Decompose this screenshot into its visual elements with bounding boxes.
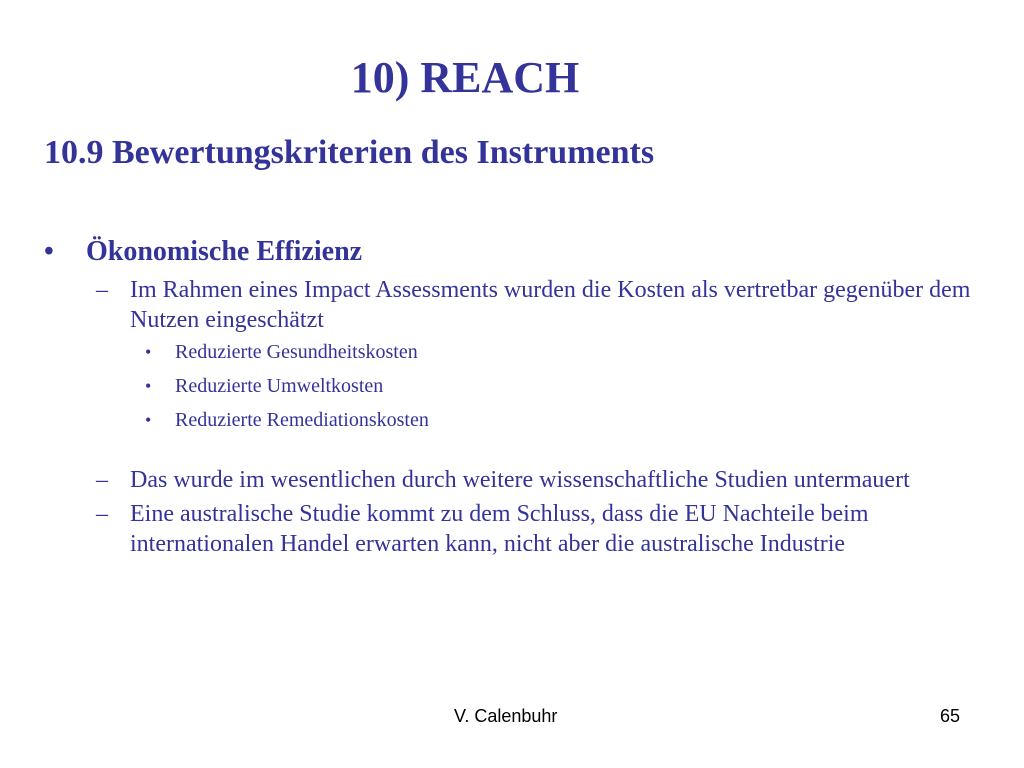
dash-marker: – [96,467,108,493]
sub-sub-point-gesundheitskosten [44,335,974,369]
sub-sub-point-text: Reduzierte Remediationskosten [175,409,429,431]
bullet-oekonomische-effizienz [44,234,974,270]
sub-sub-point-text: Reduzierte Gesundheitskosten [175,341,418,363]
section-subtitle: 10.9 Bewertungskriterien des Instruments [44,134,655,171]
sub-sub-point-remediationskosten [44,403,974,437]
bullet-marker: • [145,410,152,430]
slide-title: 10) REACH [350,53,580,102]
sub-point-text: Im Rahmen eines Impact Assessments wurden die Kosten als vertretbar gegenüber dem Nutzen eingeschätzt [130,277,971,333]
sub-sub-point-umweltkosten [44,369,974,403]
bullet-marker: • [145,376,152,396]
page-number: 65 [940,706,961,726]
bullet-marker: • [44,236,54,267]
dash-marker: – [96,277,108,303]
sub-point-australische-studie [44,499,974,559]
dash-marker: – [96,501,108,527]
footer-author: V. Calenbuhr [454,706,558,726]
sub-point-studien [44,465,974,495]
slide-content [44,234,974,559]
bullet-marker: • [145,342,152,362]
bullet-label: Ökonomische Effizienz [86,236,363,267]
sub-point-text: Eine australische Studie kommt zu dem Schluss, dass die EU Nachteile beim internationalen Handel erwarten kann, nicht aber die australische Industrie [130,501,869,557]
sub-point-impact-assessment [44,275,974,335]
sub-point-text: Das wurde im wesentlichen durch weitere wissenschaftliche Studien untermauert [130,467,910,493]
sub-sub-point-text: Reduzierte Umweltkosten [175,375,384,397]
